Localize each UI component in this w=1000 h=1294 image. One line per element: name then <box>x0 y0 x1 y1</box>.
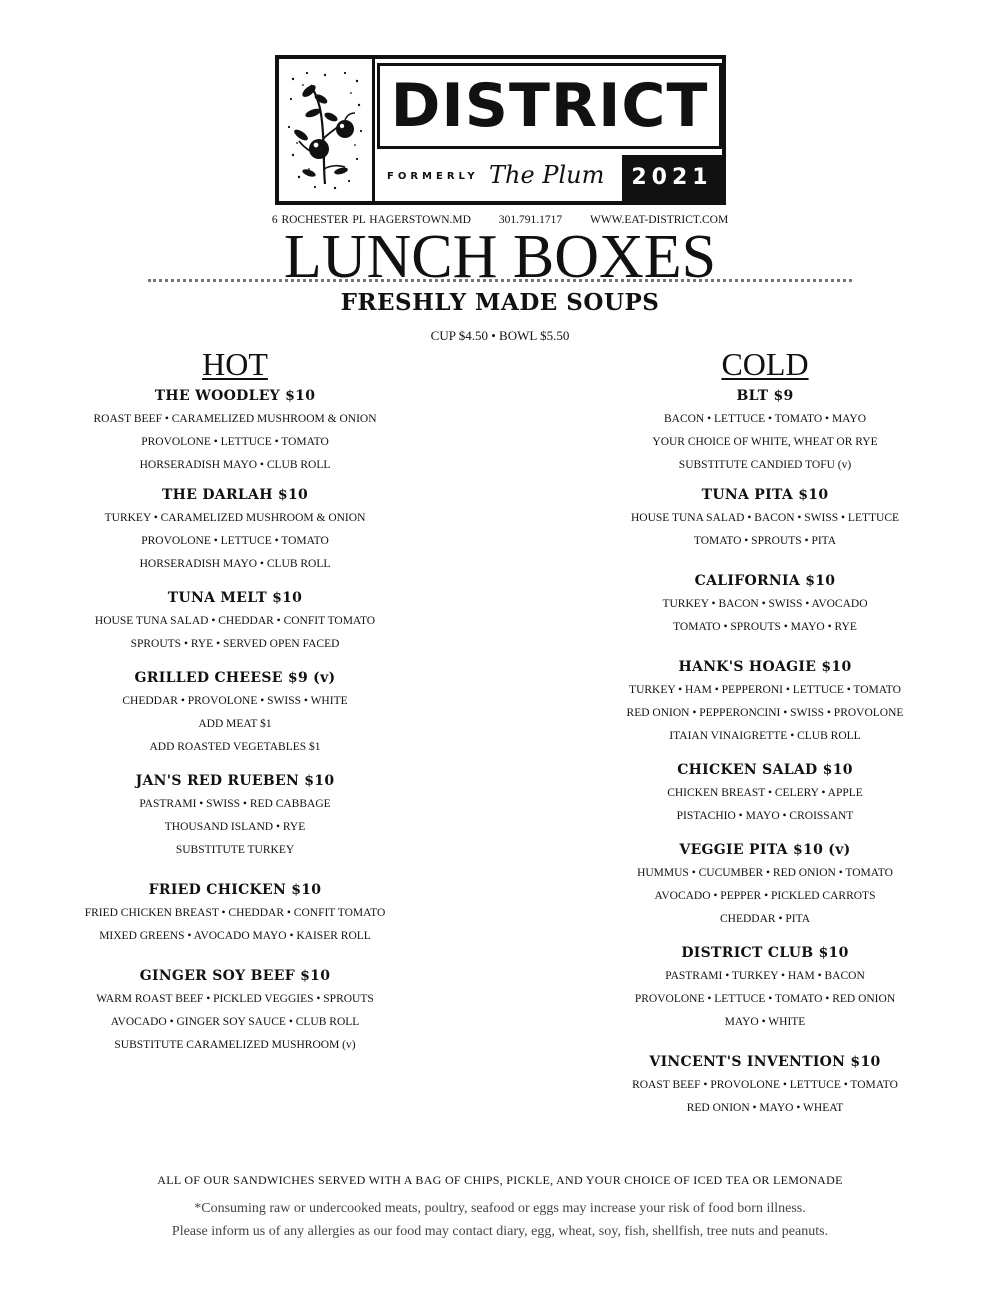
item-line: AVOCADO • PEPPER • PICKLED CARROTS <box>654 890 876 902</box>
item-line: PROVOLONE • LETTUCE • TOMATO <box>141 535 329 547</box>
menu-item <box>35 668 435 759</box>
item-title: BLT $9 <box>736 388 794 404</box>
item-title: FRIED CHICKEN $10 <box>148 882 322 898</box>
item-line: CHEDDAR • PITA <box>720 913 810 925</box>
item-title: DISTRICT CLUB $10 <box>681 945 849 961</box>
item-line: WARM ROAST BEEF • PICKLED VEGGIES • SPROUTS <box>96 993 374 1005</box>
item-title: TUNA PITA $10 <box>701 487 829 503</box>
item-title: THE DARLAH $10 <box>161 487 309 503</box>
item-line: RED ONION • PEPPERONCINI • SWISS • PROVOLONE <box>626 707 904 719</box>
item-line: ITAIAN VINAIGRETTE • CLUB ROLL <box>669 730 861 742</box>
menu-item <box>565 657 965 748</box>
menu-item <box>35 588 435 656</box>
plum-branch-icon <box>285 69 365 191</box>
disclaimer-raw-food: *Consuming raw or undercooked meats, poultry, seafood or eggs may increase your risk of food born illness. <box>194 1201 806 1216</box>
item-title: CALIFORNIA $10 <box>694 573 836 589</box>
item-line: THOUSAND ISLAND • RYE <box>164 821 306 833</box>
item-line: ADD MEAT $1 <box>198 718 272 730</box>
item-title: THE WOODLEY $10 <box>154 388 316 404</box>
item-line: YOUR CHOICE OF WHITE, WHEAT OR RYE <box>652 436 878 448</box>
item-line: TOMATO • SPROUTS • PITA <box>693 535 837 547</box>
item-line: PISTACHIO • MAYO • CROISSANT <box>676 810 854 822</box>
menu-item <box>35 386 435 477</box>
item-line: SPROUTS • RYE • SERVED OPEN FACED <box>130 638 340 650</box>
item-line: SUBSTITUTE CARAMELIZED MUSHROOM (v) <box>114 1039 356 1051</box>
hot-heading: HOT <box>202 346 268 382</box>
hot-column <box>35 344 435 1057</box>
item-line: PROVOLONE • LETTUCE • TOMATO <box>141 436 329 448</box>
address: 6 ROCHESTER PL HAGERSTOWN.MD <box>271 214 471 226</box>
item-title: GINGER SOY BEEF $10 <box>139 968 331 984</box>
item-line: CHEDDAR • PROVOLONE • SWISS • WHITE <box>122 695 348 707</box>
item-title: HANK'S HOAGIE $10 <box>678 659 852 675</box>
phone: 301.791.1717 <box>498 214 563 226</box>
item-line: PASTRAMI • SWISS • RED CABBAGE <box>139 798 331 810</box>
disclaimer-allergies: Please inform us of any allergies as our food may contact diary, egg, wheat, soy, fish, shellfish, tree nuts and peanuts. <box>171 1224 829 1239</box>
item-title: JAN'S RED RUEBEN $10 <box>135 773 335 789</box>
menu-item <box>565 386 965 477</box>
menu-item <box>35 771 435 862</box>
item-line: ADD ROASTED VEGETABLES $1 <box>149 741 321 753</box>
item-line: MAYO • WHITE <box>724 1016 806 1028</box>
item-line: HORSERADISH MAYO • CLUB ROLL <box>139 459 331 471</box>
item-line: BACON • LETTUCE • TOMATO • MAYO <box>663 413 867 425</box>
item-line: HOUSE TUNA SALAD • CHEDDAR • CONFIT TOMATO <box>94 615 376 627</box>
soups-title: FRESHLY MADE SOUPS <box>340 289 660 316</box>
item-line: CHICKEN BREAST • CELERY • APPLE <box>667 787 863 799</box>
logo-art <box>279 59 375 201</box>
logo-former-name: The Plum <box>489 161 605 189</box>
menu-item <box>35 966 435 1057</box>
menu-item <box>565 1052 965 1120</box>
item-line: FRIED CHICKEN BREAST • CHEDDAR • CONFIT TOMATO <box>84 907 386 919</box>
logo-year: 2021 <box>622 155 722 201</box>
item-line: ROAST BEEF • CARAMELIZED MUSHROOM & ONION <box>93 413 377 425</box>
item-line: HORSERADISH MAYO • CLUB ROLL <box>139 558 331 570</box>
item-line: PASTRAMI • TURKEY • HAM • BACON <box>665 970 865 982</box>
item-line: HOUSE TUNA SALAD • BACON • SWISS • LETTUCE <box>630 512 900 524</box>
item-line: PROVOLONE • LETTUCE • TOMATO • RED ONION <box>634 993 896 1005</box>
item-line: HUMMUS • CUCUMBER • RED ONION • TOMATO <box>637 867 893 879</box>
item-title: TUNA MELT $10 <box>167 590 303 606</box>
district-logo <box>275 55 726 205</box>
menu-item <box>565 571 965 639</box>
cold-column <box>565 344 965 1120</box>
item-line: SUBSTITUTE TURKEY <box>175 844 295 856</box>
cold-heading: COLD <box>721 346 809 382</box>
logo-formerly: FORMERLY <box>387 171 479 182</box>
logo-wordmark <box>377 59 722 201</box>
menu-item <box>565 943 965 1034</box>
item-line: TURKEY • HAM • PEPPERONI • LETTUCE • TOMATO <box>629 684 901 696</box>
website-link[interactable]: WWW.EAT-DISTRICT.COM <box>589 214 729 226</box>
logo-name: DISTRICT <box>377 63 722 149</box>
item-line: TURKEY • CARAMELIZED MUSHROOM & ONION <box>104 512 366 524</box>
logo-subline <box>377 155 722 201</box>
item-line: RED ONION • MAYO • WHEAT <box>686 1102 844 1114</box>
item-line: ROAST BEEF • PROVOLONE • LETTUCE • TOMATO <box>632 1079 898 1091</box>
item-title: GRILLED CHEESE $9 (v) <box>134 670 336 686</box>
served-with-note: ALL OF OUR SANDWICHES SERVED WITH A BAG OF CHIPS, PICKLE, AND YOUR CHOICE OF ICED TEA OR LEMONADE <box>157 1173 843 1187</box>
dotted-divider <box>148 279 852 282</box>
item-line: TURKEY • BACON • SWISS • AVOCADO <box>662 598 868 610</box>
menu-item <box>35 485 435 576</box>
item-line: TOMATO • SPROUTS • MAYO • RYE <box>673 621 857 633</box>
item-title: VEGGIE PITA $10 (v) <box>679 842 851 858</box>
item-line: MIXED GREENS • AVOCADO MAYO • KAISER ROLL <box>99 930 371 942</box>
page-title: LUNCH BOXES <box>283 223 717 291</box>
item-line: AVOCADO • GINGER SOY SAUCE • CLUB ROLL <box>110 1016 360 1028</box>
menu-item <box>565 760 965 828</box>
menu-item <box>565 485 965 553</box>
item-title: CHICKEN SALAD $10 <box>677 762 853 778</box>
soups-price: CUP $4.50 • BOWL $5.50 <box>430 328 570 343</box>
item-line: SUBSTITUTE CANDIED TOFU (v) <box>678 459 852 471</box>
menu-item <box>35 880 435 948</box>
item-title: VINCENT'S INVENTION $10 <box>649 1054 881 1070</box>
menu-item <box>565 840 965 931</box>
